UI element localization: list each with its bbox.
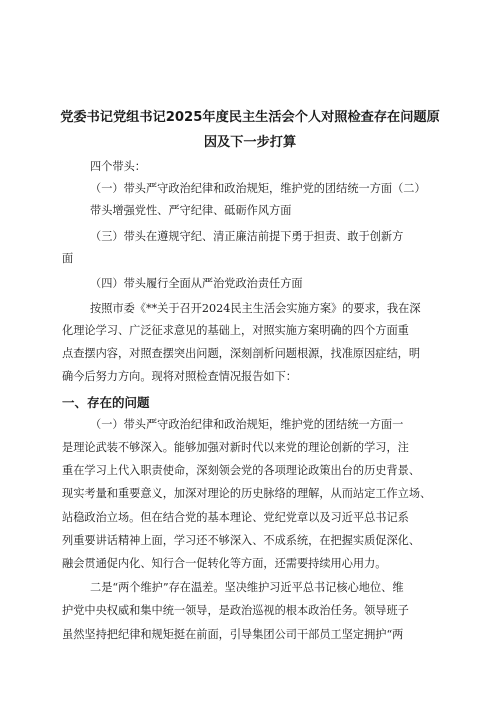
body-line: 重在学习上代入职责使命，深刻领会党的各项理论政策出台的历史背景、 bbox=[62, 464, 421, 477]
body-line: 护党中央权威和集中统一领导，是政治巡视的根本政治任务。领导班子 bbox=[62, 604, 409, 617]
body-line: 按照市委《**关于召开2024民主生活会实施方案》的要求，我在深 bbox=[90, 302, 421, 315]
body-line: 融会贯通促内化、知行合一促转化等方面，还需要持续用心用力。 bbox=[62, 557, 387, 570]
section-heading: 一、存在的问题 bbox=[62, 395, 150, 410]
body-line: （三）带头在遵规守纪、清正廉洁前提下勇于担责、敢于创新方 bbox=[90, 230, 404, 243]
body-line: 面 bbox=[62, 252, 74, 265]
body-line: 虽然坚持把纪律和规矩挺在前面，引导集团公司干部员工坚定拥护“两 bbox=[62, 628, 404, 641]
body-line: 现实考量和重要意义，加深对理论的历史脉络的理解，从而站定工作立场、 bbox=[62, 487, 432, 500]
document-title-line1: 党委书记党组书记2025年度民主生活会个人对照检查存在问题原 bbox=[60, 110, 440, 125]
body-line: 带头增强党性、严守纪律、砥砺作风方面 bbox=[90, 204, 292, 217]
body-line: 是理论武装不够深入。能够加强对新时代以来党的理论创新的学习，注 bbox=[62, 441, 409, 454]
body-line: 化理论学习、广泛征求意见的基础上，对照实施方案明确的四个方面重 bbox=[62, 324, 409, 337]
body-line: （四）带头履行全面从严治党政治责任方面 bbox=[90, 277, 303, 290]
body-line: 点查摆内容，对照查摆突出问题，深刻剖析问题根源，找准原因症结，明 bbox=[62, 347, 421, 360]
document-title-line2: 因及下一步打算 bbox=[203, 135, 297, 150]
body-line: （一）带头严守政治纪律和政治规矩，维护党的团结统一方面（二） bbox=[90, 182, 426, 195]
body-line: 二是“两个维护”存在温差。坚决维护习近平总书记核心地位、维 bbox=[90, 581, 404, 594]
body-line: 列重要讲话精神上面，学习还不够深入、不成系统，在把握实质促深化、 bbox=[62, 534, 421, 547]
body-line: 站稳政治立场。但在结合党的基本理论、党纪党章以及习近平总书记系 bbox=[62, 511, 409, 524]
body-line: 四个带头： bbox=[90, 160, 146, 173]
body-line: 确今后努力方向。现将对照检查情况报告如下： bbox=[62, 370, 297, 383]
body-line: （一）带头严守政治纪律和政治规矩，维护党的团结统一方面一 bbox=[90, 418, 404, 431]
